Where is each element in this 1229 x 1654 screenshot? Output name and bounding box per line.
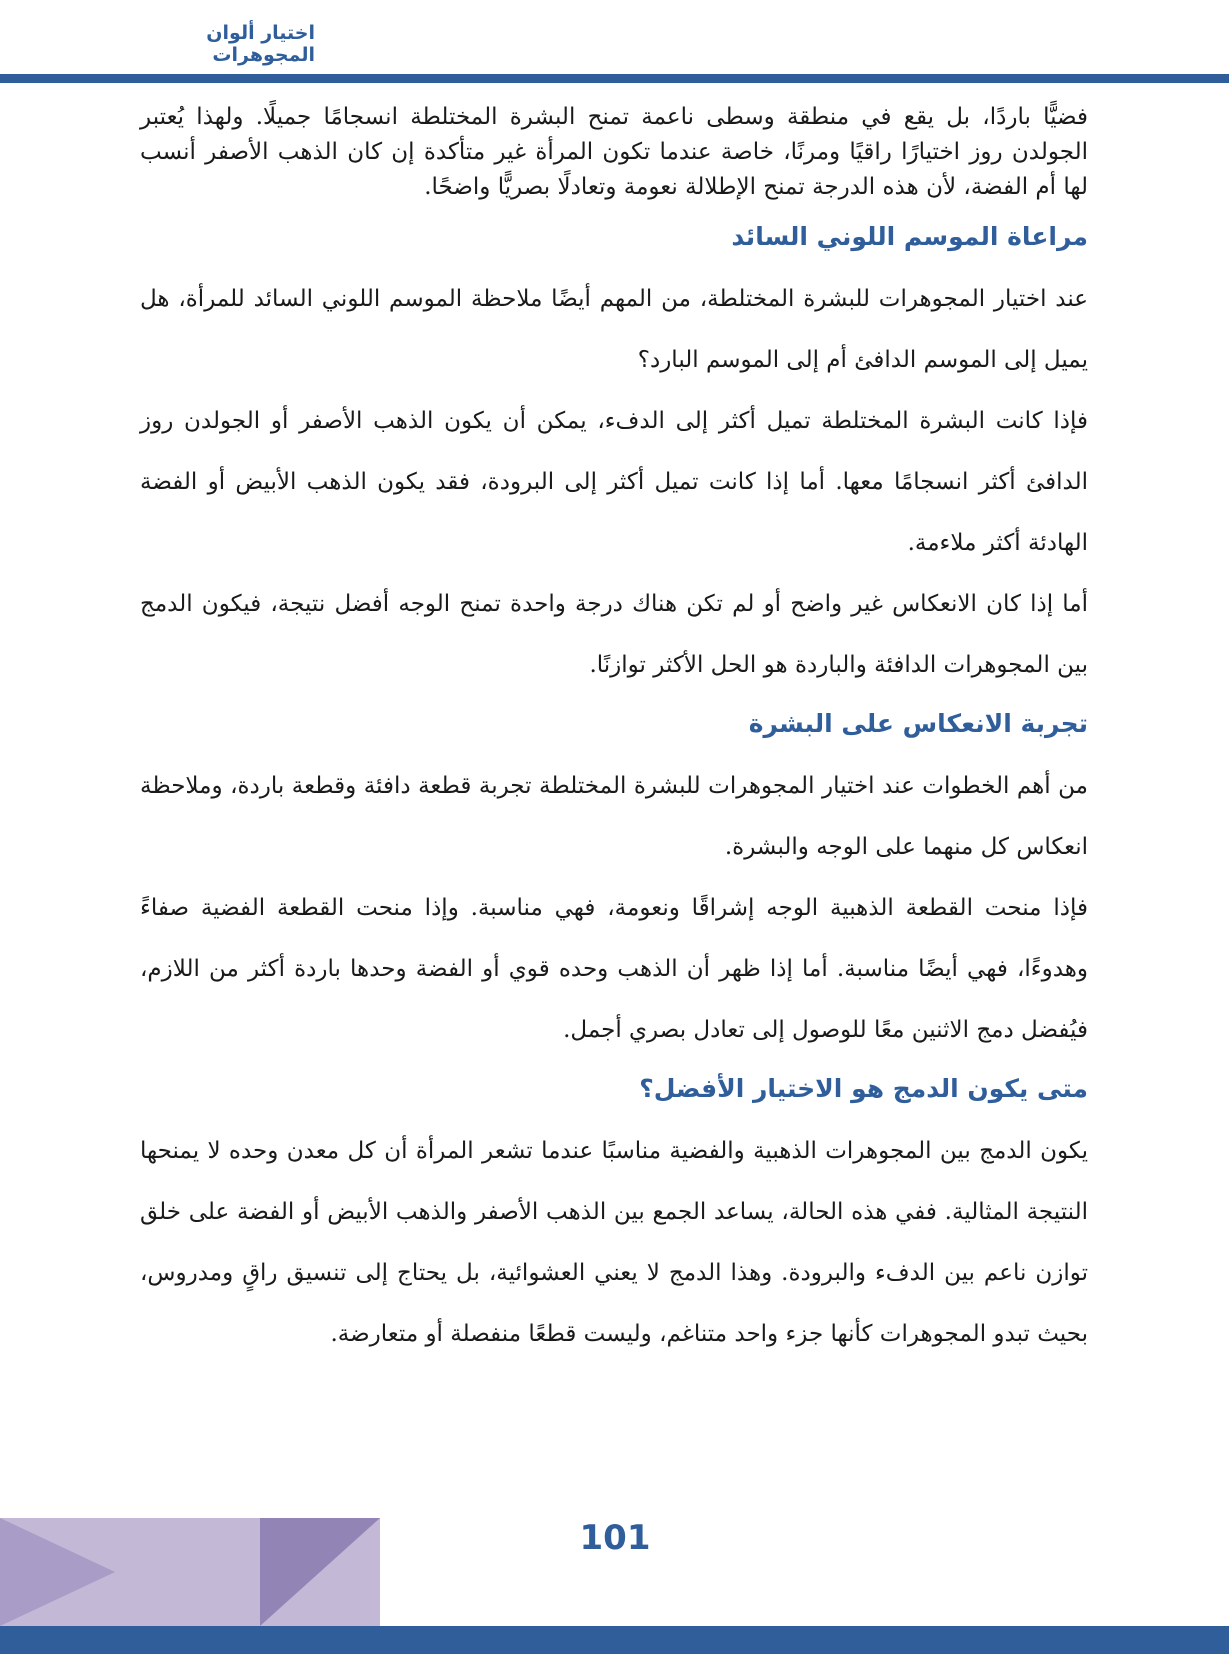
footer-decoration-right-triangle — [260, 1518, 380, 1626]
body-paragraph-continued: فضيًّا باردًا، بل يقع في منطقة وسطى ناعمة تمنح البشرة المختلطة انسجامًا جميلًا. ولهذا يُعتبر الجولدن روز اختيارًا راقيًا ومرنًا، خاصة عندما تكون المرأة غير متأكدة إن كان الذهب الأصفر أنسب لها أم الفضة، لأن هذه الدرجة تمنح الإطلالة نعومة وتعادلًا بصريًّا واضحًا. — [140, 104, 1088, 200]
header-rule — [0, 74, 1229, 83]
running-header-title: اختيار ألوان المجوهرات — [206, 22, 315, 66]
body-paragraph: أما إذا كان الانعكاس غير واضح أو لم تكن هناك درجة واحدة تمنح الوجه أفضل نتيجة، فيكون الدمج بين المجوهرات الدافئة والباردة هو الحل الأكثر توازنًا. — [140, 591, 1088, 678]
body-paragraph: يكون الدمج بين المجوهرات الذهبية والفضية مناسبًا عندما تشعر المرأة أن كل معدن وحده لا يمنحها النتيجة المثالية. ففي هذه الحالة، يساعد الجمع بين الذهب الأصفر والذهب الأبيض أو الفضة على خلق توازن ناعم بين الدفء والبرودة. وهذا الدمج لا يعني العشوائية، بل يحتاج إلى تنسيق راقٍ ومدروس، بحيث تبدو المجوهرات كأنها جزء واحد متناغم، وليست قطعًا منفصلة أو متعارضة. — [140, 1138, 1088, 1347]
body-paragraph: من أهم الخطوات عند اختيار المجوهرات للبشرة المختلطة تجربة قطعة دافئة وقطعة باردة، وملاحظة انعكاس كل منهما على الوجه والبشرة. — [140, 773, 1088, 860]
footer-decoration-left-triangle — [0, 1518, 115, 1626]
page-number: 101 — [579, 1518, 651, 1558]
body-paragraph: فإذا كانت البشرة المختلطة تميل أكثر إلى الدفء، يمكن أن يكون الذهب الأصفر أو الجولدن روز الدافئ أكثر انسجامًا معها. أما إذا كانت تميل أكثر إلى البرودة، فقد يكون الذهب الأبيض أو الفضة الهادئة أكثر ملاءمة. — [140, 408, 1088, 556]
footer-rule — [0, 1626, 1229, 1654]
section-heading-when-to-mix: متى يكون الدمج هو الاختيار الأفضل؟ — [639, 1074, 1088, 1103]
page-body — [140, 100, 1088, 1365]
section-heading-reflection-test: تجربة الانعكاس على البشرة — [748, 709, 1088, 738]
body-paragraph: فإذا منحت القطعة الذهبية الوجه إشراقًا ونعومة، فهي مناسبة. وإذا منحت القطعة الفضية صفاءً وهدوءًا، فهي أيضًا مناسبة. أما إذا ظهر أن الذهب وحده قوي أو الفضة وحدها باردة أكثر من اللازم، فيُفضل دمج الاثنين معًا للوصول إلى تعادل بصري أجمل. — [140, 895, 1088, 1043]
body-paragraph: عند اختيار المجوهرات للبشرة المختلطة، من المهم أيضًا ملاحظة الموسم اللوني السائد للمرأة، هل يميل إلى الموسم الدافئ أم إلى الموسم البارد؟ — [140, 286, 1088, 373]
section-heading-color-season: مراعاة الموسم اللوني السائد — [731, 222, 1088, 251]
